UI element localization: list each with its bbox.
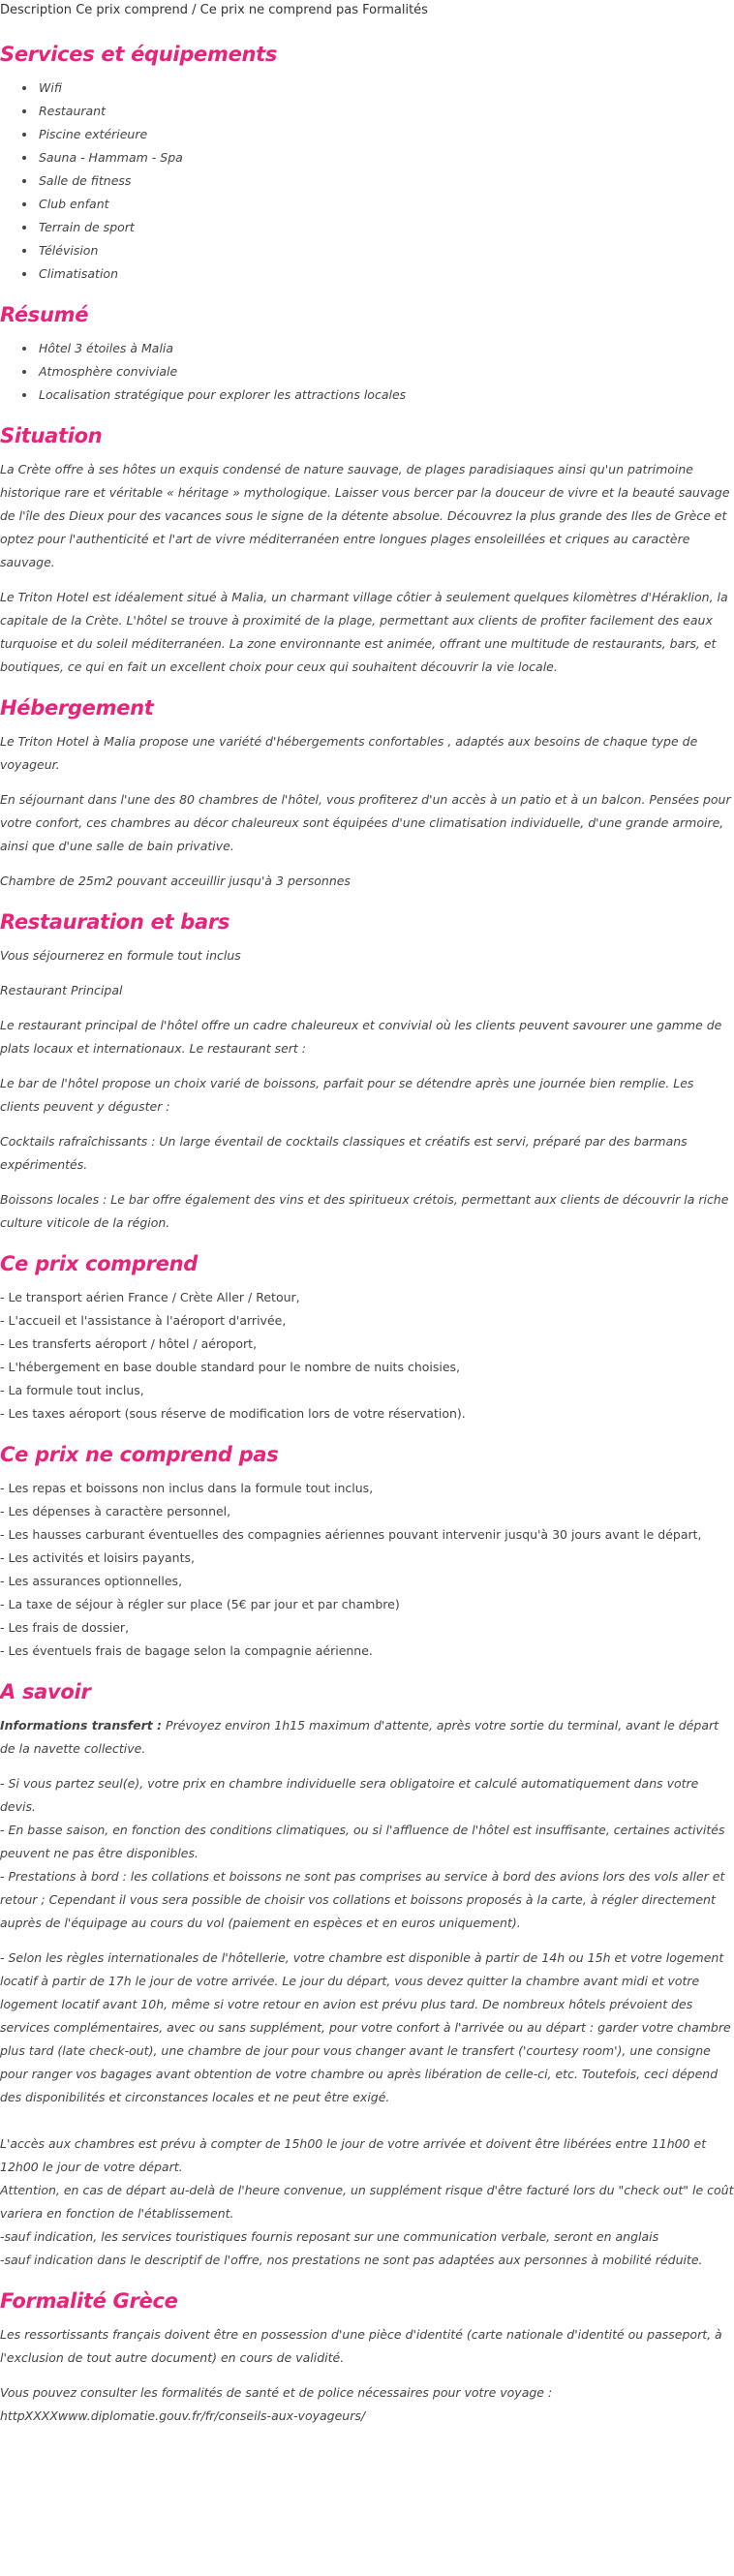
list-item: • Club enfant bbox=[37, 193, 734, 216]
restauration-paragraph: Cocktails rafraîchissants : Un large éventail de cocktails classiques et créatifs est servi, préparé par des barmans expérimentés. bbox=[0, 1134, 688, 1172]
consult-text: Vous pouvez consulter les formalités de santé et de police nécessaires pour votre voyage : bbox=[0, 2385, 553, 2400]
list-item: - La taxe de séjour à régler sur place (5€ par jour et par chambre) bbox=[0, 1597, 400, 1611]
restauration-paragraph: Boissons locales : Le bar offre également des vins et des spiritueux crétois, permettant aux clients de découvrir la riche culture viticole de la région. bbox=[0, 1192, 729, 1230]
list-item: - En basse saison, en fonction des conditions climatiques, ou si l'affluence de l'hôtel est insuffisante, certaines activités peuvent ne pas être disponibles. bbox=[0, 1823, 725, 1860]
list-item: - Les taxes aéroport (sous réserve de modification lors de votre réservation). bbox=[0, 1406, 466, 1421]
list-item: • Terrain de sport bbox=[37, 216, 734, 239]
restauration-paragraph: Restaurant Principal bbox=[0, 983, 123, 997]
list-item: - Les repas et boissons non inclus dans la formule tout inclus, bbox=[0, 1481, 374, 1495]
comprend-list bbox=[0, 1286, 734, 1426]
section-nav bbox=[0, 0, 734, 20]
comprend-title: Ce prix comprend bbox=[0, 1252, 198, 1275]
list-item: • Atmosphère conviviale bbox=[37, 360, 734, 383]
list-item: - Le transport aérien France / Crète Aller / Retour, bbox=[0, 1290, 300, 1304]
list-item: - Les dépenses à caractère personnel, bbox=[0, 1504, 231, 1518]
ne-comprend-list bbox=[0, 1477, 734, 1663]
nav-description[interactable]: Description bbox=[0, 3, 73, 17]
nav-separator: / bbox=[192, 3, 197, 17]
nav-comprend[interactable]: Ce prix comprend bbox=[76, 3, 188, 17]
list-item: - Les éventuels frais de bagage selon la compagnie aérienne. bbox=[0, 1643, 373, 1658]
list-item: - L'accueil et l'assistance à l'aéroport d'arrivée, bbox=[0, 1313, 287, 1328]
a-savoir-title: A savoir bbox=[0, 1680, 91, 1703]
list-item: - Les transferts aéroport / hôtel / aéroport, bbox=[0, 1336, 258, 1351]
transfert-text: Prévoyez environ 1h15 maximum d'attente, après votre sortie du terminal, avant le départ de la navette collective. bbox=[0, 1718, 719, 1756]
hebergement-paragraph: En séjournant dans l'une des 80 chambres de l'hôtel, vous profiterez d'un accès à un patio et à un balcon. Pensées pour votre confort, ces chambres au décor chaleureux sont équipées d'une climatisation individuelle, d'une grande armoire, ainsi que d'une salle de bain privative. bbox=[0, 792, 731, 853]
list-item: - Prestations à bord : les collations et boissons ne sont pas comprises au service à bord des avions lors des vols aller et retour ; Cependant il vous sera possible de choisir vos collations et boissons proposés à la carte, à régler directement auprès de l'équipage au cours du vol (paiement en espèces et en euros uniquement). bbox=[0, 1869, 725, 1930]
list-item: • Climatisation bbox=[37, 262, 734, 286]
list-item: • Salle de fitness bbox=[37, 169, 734, 193]
list-item: -sauf indication, les services touristiques fournis reposant sur une communication verbale, seront en anglais bbox=[0, 2229, 659, 2244]
diplomatie-link[interactable]: httpXXXXwww.diplomatie.gouv.fr/fr/conseils-aux-voyageurs/ bbox=[0, 2408, 366, 2423]
list-item: L'accès aux chambres est prévu à compter de 15h00 le jour de votre arrivée et doivent être libérées entre 11h00 et 12h00 le jour de votre départ. bbox=[0, 2136, 707, 2174]
nav-formalites[interactable]: Formalités bbox=[362, 3, 428, 17]
list-item: - La formule tout inclus, bbox=[0, 1383, 144, 1397]
restauration-title: Restauration et bars bbox=[0, 910, 230, 934]
restauration-paragraph: Le restaurant principal de l'hôtel offre un cadre chaleureux et convivial où les clients peuvent savourer une gamme de plats locaux et internationaux. Le restaurant sert : bbox=[0, 1018, 722, 1056]
list-item: - Si vous partez seul(e), votre prix en chambre individuelle sera obligatoire et calculé automatiquement dans votre devis. bbox=[0, 1776, 699, 1814]
transfert-info bbox=[0, 1714, 734, 1761]
hebergement-paragraph: Le Triton Hotel à Malia propose une variété d'hébergements confortables , adaptés aux besoins de chaque type de voyageur. bbox=[0, 734, 698, 772]
list-item: - Les frais de dossier, bbox=[0, 1620, 130, 1635]
nav-ne-comprend[interactable]: Ce prix ne comprend pas bbox=[199, 3, 358, 17]
list-item: • Wifi bbox=[37, 77, 734, 100]
list-item: - Les assurances optionnelles, bbox=[0, 1574, 183, 1588]
situation-title: Situation bbox=[0, 424, 103, 447]
transfert-label: Informations transfert : bbox=[0, 1718, 163, 1733]
restauration-paragraph: Vous séjournerez en formule tout inclus bbox=[0, 948, 241, 963]
formalite-title: Formalité Grèce bbox=[0, 2289, 178, 2313]
list-item: -sauf indication dans le descriptif de l'offre, nos prestations ne sont pas adaptées aux personnes à mobilité réduite. bbox=[0, 2253, 703, 2267]
list-item: • Localisation stratégique pour explorer les attractions locales bbox=[37, 383, 734, 407]
list-item: • Télévision bbox=[37, 239, 734, 262]
list-item: - L'hébergement en base double standard pour le nombre de nuits choisies, bbox=[0, 1360, 461, 1374]
resume-title: Résumé bbox=[0, 303, 89, 326]
list-item: • Piscine extérieure bbox=[37, 123, 734, 146]
a-savoir-block-3 bbox=[0, 2132, 734, 2272]
situation-paragraph: Le Triton Hotel est idéalement situé à Malia, un charmant village côtier à seulement quelques kilomètres d'Héraklion, la capitale de la Crète. L'hôtel se trouve à proximité de la plage, permettant aux clients de profiter facilement des eaux turquoise et du soleil méditerranéen. La zone environnante est animée, offrant une multitude de restaurants, bars, et boutiques, ce qui en fait un excellent choix pour ceux qui souhaitent découvrir la vie locale. bbox=[0, 590, 728, 674]
list-item: - Les hausses carburant éventuelles des compagnies aériennes pouvant intervenir jusqu'à 30 jours avant le départ, bbox=[0, 1527, 702, 1542]
list-item: • Sauna - Hammam - Spa bbox=[37, 146, 734, 169]
formalite-consult bbox=[0, 2381, 734, 2428]
resume-list bbox=[0, 337, 734, 407]
a-savoir-block-1 bbox=[0, 1772, 734, 1935]
list-item: - Les activités et loisirs payants, bbox=[0, 1550, 195, 1565]
situation-paragraph: La Crète offre à ses hôtes un exquis condensé de nature sauvage, de plages paradisiaques ainsi qu'un patrimoine historique rare et véritable « héritage » mythologique. Laisser vous bercer par la douceur de vivre et la beauté sauvage de l'île des Dieux pour des vacances sous le signe de la détente absolue. Découvrez la plus grande des Iles de Grèce et optez pour l'authenticité et l'art de vivre méditerranéen entre longues plages ensoleillées et criques au caractère sauvage. bbox=[0, 462, 730, 569]
formalite-paragraph: Les ressortissants français doivent être en possession d'une pièce d'identité (carte nationale d'identité ou passeport, à l'exclusion de tout autre document) en cours de validité. bbox=[0, 2327, 722, 2365]
list-item: • Restaurant bbox=[37, 100, 734, 123]
services-list bbox=[0, 77, 734, 286]
a-savoir-block-2: - Selon les règles internationales de l'hôtellerie, votre chambre est disponible à partir de 14h ou 15h et votre logement locatif à partir de 17h le jour de votre arrivée. Le jour du départ, vous devez quitter la chambre avant midi et votre logement locatif avant 10h, même si votre retour en avion est prévu plus tard. De nombreux hôtels prévoient des services complémentaires, avec ou sans supplément, pour votre confort à l'arrivée ou au départ : garder votre chambre plus tard (late check-out), une chambre de jour pour vous changer avant le transfert ('courtesy room'), une consigne pour ranger vos bagages avant obtention de votre chambre ou après libération de celle-ci, etc. Toutefois, ceci dépend des disponibilités et circonstances locales et ne peut être exigé. bbox=[0, 1950, 731, 2104]
ne-comprend-title: Ce prix ne comprend pas bbox=[0, 1443, 279, 1466]
list-item: Attention, en cas de départ au-delà de l'heure convenue, un supplément risque d'être facturé lors du "check out" le coût variera en fonction de l'établissement. bbox=[0, 2183, 734, 2221]
services-title: Services et équipements bbox=[0, 43, 278, 66]
restauration-paragraph: Le bar de l'hôtel propose un choix varié de boissons, parfait pour se détendre après une journée bien remplie. Les clients peuvent y déguster : bbox=[0, 1076, 694, 1114]
hebergement-paragraph: Chambre de 25m2 pouvant acceuillir jusqu'à 3 personnes bbox=[0, 874, 351, 888]
list-item: • Hôtel 3 étoiles à Malia bbox=[37, 337, 734, 360]
hebergement-title: Hébergement bbox=[0, 696, 154, 720]
